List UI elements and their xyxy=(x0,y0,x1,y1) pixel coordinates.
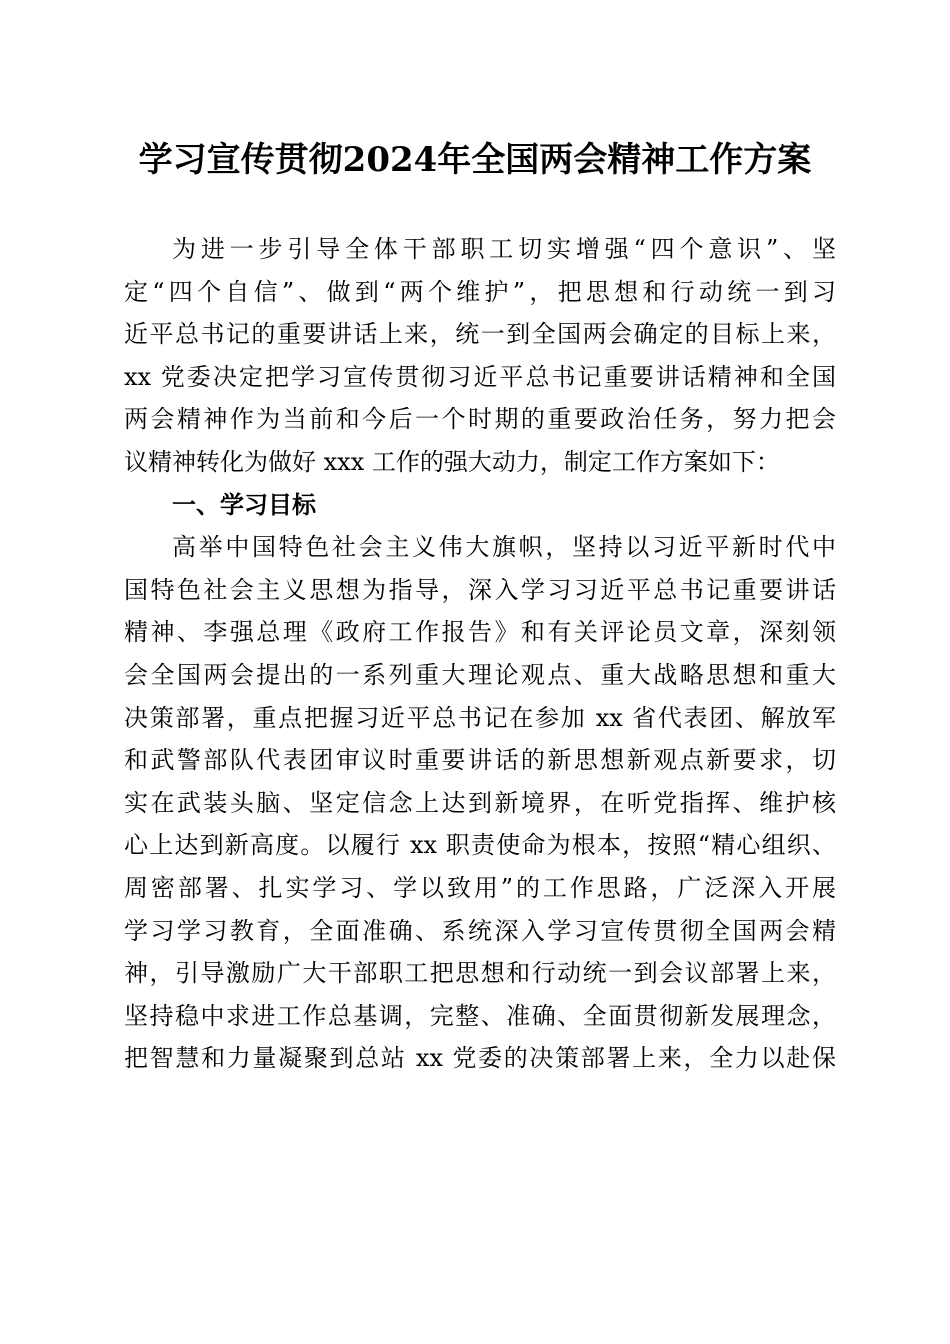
section-line: 高举中国特色社会主义伟大旗帜，坚持以习近平新时代中 xyxy=(172,533,836,562)
intro-line: 议精神转化为做好 xxx 工作的强大动力，制定工作方案如下： xyxy=(124,447,780,476)
document-body xyxy=(124,228,836,1080)
section-line: 会全国两会提出的一系列重大理论观点、重大战略思想和重大 xyxy=(124,660,836,689)
section-line: 精神、李强总理《政府工作报告》和有关评论员文章，深刻领 xyxy=(124,618,836,647)
section-line: 决策部署，重点把握习近平总书记在参加 xx 省代表团、解放军 xyxy=(124,703,836,732)
section-line: 把智慧和力量凝聚到总站 xx 党委的决策部署上来，全力以赴保 xyxy=(124,1044,836,1073)
section-line: 实在武装头脑、坚定信念上达到新境界，在听党指挥、维护核 xyxy=(124,788,836,817)
section-line: 周密部署、扎实学习、学以致用”的工作思路，广泛深入开展 xyxy=(124,873,836,902)
intro-line: 为进一步引导全体干部职工切实增强“四个意识”、坚 xyxy=(172,235,836,263)
section-heading: 一、学习目标 xyxy=(172,490,316,519)
section-line: 国特色社会主义思想为指导，深入学习习近平总书记重要讲话 xyxy=(124,575,836,604)
section-line: 坚持稳中求进工作总基调，完整、准确、全面贯彻新发展理念， xyxy=(124,1001,836,1030)
section-line: 神，引导激励广大干部职工把思想和行动统一到会议部署上来， xyxy=(124,959,836,988)
intro-line: 近平总书记的重要讲话上来，统一到全国两会确定的目标上来， xyxy=(124,320,836,349)
intro-line: 两会精神作为当前和今后一个时期的重要政治任务，努力把会 xyxy=(124,405,836,434)
document-title: 学习宣传贯彻2024年全国两会精神工作方案 xyxy=(138,140,812,180)
section-line: 心上达到新高度。以履行 xx 职责使命为根本，按照“精心组织、 xyxy=(124,831,836,860)
intro-line: xx 党委决定把学习宣传贯彻习近平总书记重要讲话精神和全国 xyxy=(124,362,836,391)
intro-line: 定“四个自信”、做到“两个维护”，把思想和行动统一到习 xyxy=(124,277,836,306)
section-line: 和武警部队代表团审议时重要讲话的新思想新观点新要求，切 xyxy=(124,746,836,775)
section-line: 学习学习教育，全面准确、系统深入学习宣传贯彻全国两会精 xyxy=(124,916,836,945)
